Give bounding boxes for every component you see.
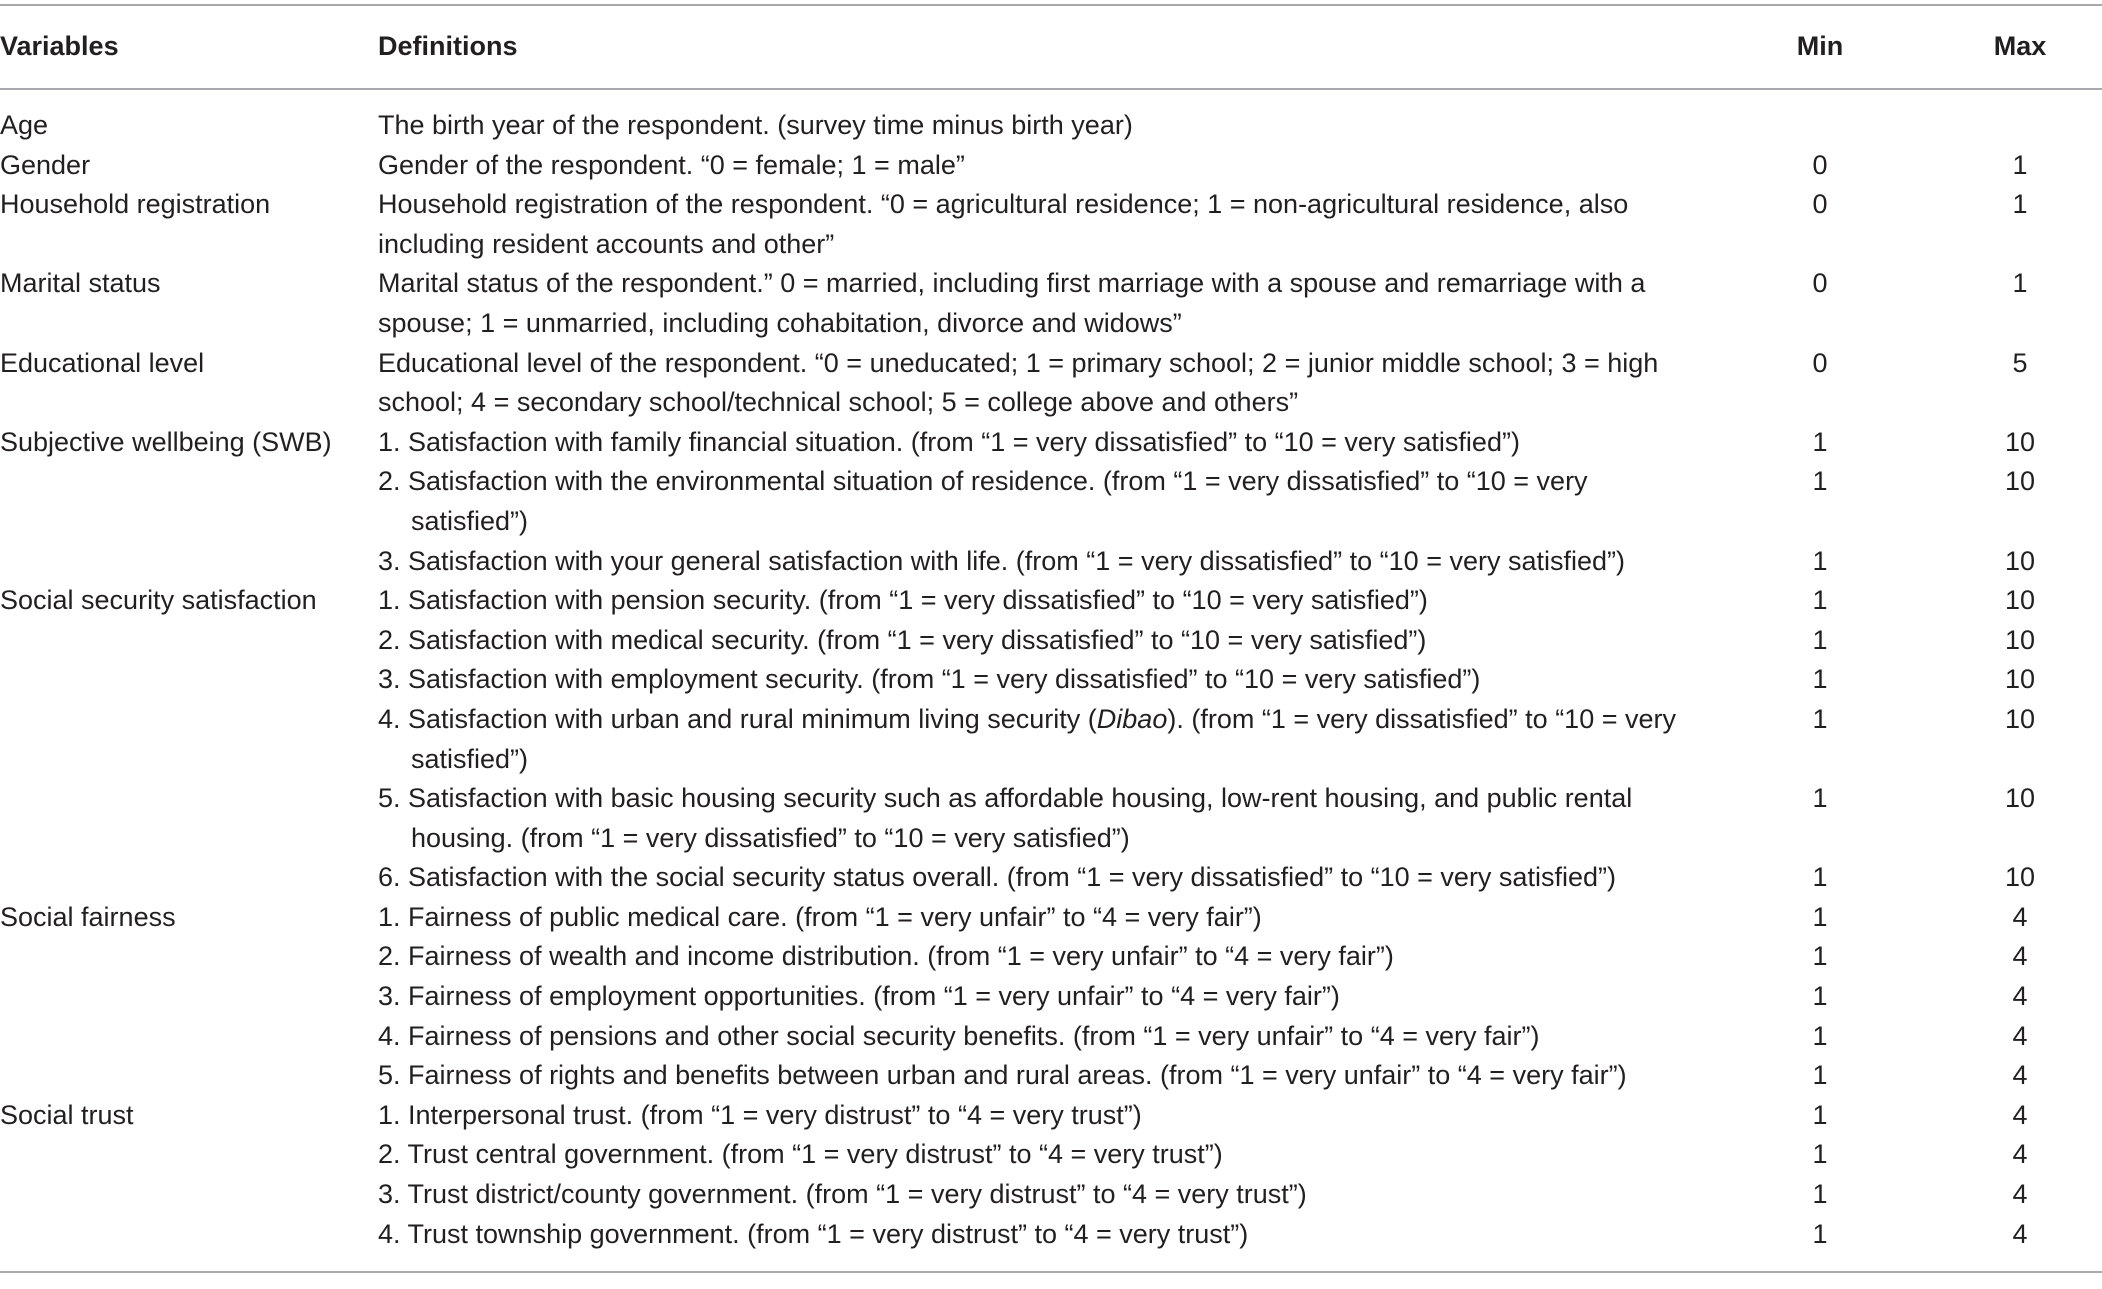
max-cell: 4	[2012, 1218, 2028, 1249]
definition-cell: 3. Satisfaction with your general satisfaction with life. (from “1 = very dissatisfied” to “10 = very satisfied”)	[378, 545, 1625, 576]
table-row	[0, 898, 2102, 938]
min-cell: 1	[1812, 426, 1828, 457]
max-cell: 10	[2004, 466, 2036, 497]
min-cell: 0	[1812, 268, 1828, 299]
max-cell: 4	[2012, 901, 2028, 932]
definition-cell: 2. Fairness of wealth and income distribution. (from “1 = very unfair” to “4 = very fair”)	[378, 941, 1394, 972]
table-row	[0, 1017, 2102, 1057]
definition-cell: 3. Fairness of employment opportunities. (from “1 = very unfair” to “4 = very fair”)	[378, 981, 1340, 1012]
max-cell: 10	[2004, 703, 2036, 734]
max-cell: 10	[2004, 545, 2036, 576]
table-row	[0, 344, 2102, 423]
table-bottom-rule	[0, 1271, 2102, 1273]
definition-cell: 5. Fairness of rights and benefits between urban and rural areas. (from “1 = very unfair” to “4 = very fair”)	[378, 1060, 1627, 1091]
table-row	[0, 621, 2102, 661]
header-variables: Variables	[0, 31, 119, 61]
definition-cell: 4. Satisfaction with urban and rural minimum living security (Dibao). (from “1 = very dissatisfied” to “10 = very satisfied”)	[378, 703, 1676, 774]
table-row	[0, 1135, 2102, 1175]
max-cell: 4	[2012, 1020, 2028, 1051]
variable-cell: Gender	[0, 149, 91, 180]
variable-cell: Social security satisfaction	[0, 585, 317, 616]
definition-cell: 1. Interpersonal trust. (from “1 = very distrust” to “4 = very trust”)	[378, 1099, 1142, 1130]
max-cell: 10	[2004, 783, 2036, 814]
max-cell: 4	[2012, 1060, 2028, 1091]
variable-cell: Social trust	[0, 1099, 134, 1130]
min-cell: 1	[1812, 624, 1828, 655]
definition-cell: The birth year of the respondent. (survey time minus birth year)	[378, 110, 1133, 140]
header-max: Max	[1993, 31, 2047, 61]
min-cell: 1	[1812, 981, 1828, 1012]
max-cell: 1	[2012, 268, 2028, 299]
definition-cell: 1. Fairness of public medical care. (from “1 = very unfair” to “4 = very fair”)	[378, 901, 1262, 932]
min-cell: 1	[1812, 1139, 1828, 1170]
definition-cell: 2. Satisfaction with medical security. (from “1 = very dissatisfied” to “10 = very satisfied”)	[378, 624, 1427, 655]
min-cell: 1	[1812, 1218, 1828, 1249]
variable-cell: Educational level	[0, 347, 205, 378]
max-cell: 10	[2004, 585, 2036, 616]
table-row	[0, 106, 2102, 146]
min-cell: 1	[1812, 1060, 1828, 1091]
definition-cell: 2. Satisfaction with the environmental situation of residence. (from “1 = very dissatisfied” to “10 = very satisfied”)	[378, 466, 1588, 536]
definition-cell: 1. Satisfaction with family financial situation. (from “1 = very dissatisfied” to “10 = very satisfied”)	[378, 426, 1520, 457]
max-cell: 1	[2012, 149, 2028, 180]
definition-cell: 2. Trust central government. (from “1 = very distrust” to “4 = very trust”)	[378, 1139, 1223, 1170]
table-row	[0, 146, 2102, 186]
variable-cell: Age	[0, 110, 49, 140]
min-cell: 0	[1812, 149, 1828, 180]
definition-cell: 1. Satisfaction with pension security. (from “1 = very dissatisfied” to “10 = very satisfied”)	[378, 585, 1428, 616]
table-row	[0, 1096, 2102, 1136]
variable-cell: Subjective wellbeing (SWB)	[0, 426, 332, 457]
table-header	[0, 24, 2102, 68]
table-top-rule	[0, 4, 2102, 6]
table-row	[0, 264, 2102, 343]
variable-cell: Marital status	[0, 268, 161, 299]
definition-cell: Household registration of the respondent. “0 = agricultural residence; 1 = non-agricultural residence, also including resident accounts and other”	[378, 189, 1629, 259]
max-cell: 10	[2004, 664, 2036, 695]
table-row	[0, 937, 2102, 977]
max-cell: 5	[2012, 347, 2028, 378]
definition-cell: Gender of the respondent. “0 = female; 1 = male”	[378, 149, 965, 180]
max-cell: 4	[2012, 981, 2028, 1012]
max-cell: 10	[2004, 624, 2036, 655]
variable-cell: Social fairness	[0, 901, 176, 932]
max-cell: 4	[2012, 1099, 2028, 1130]
table-row	[0, 542, 2102, 582]
table-row	[0, 581, 2102, 621]
min-cell: 1	[1812, 703, 1828, 734]
table-row	[0, 1056, 2102, 1096]
max-cell: 1	[2012, 189, 2028, 220]
header-definitions: Definitions	[378, 31, 518, 61]
min-cell: 0	[1812, 189, 1828, 220]
min-cell: 1	[1812, 664, 1828, 695]
definition-cell: 4. Fairness of pensions and other social security benefits. (from “1 = very unfair” to “4 = very fair”)	[378, 1020, 1540, 1051]
table-row	[0, 423, 2102, 463]
table-row	[0, 462, 2102, 541]
definition-cell: 3. Satisfaction with employment security. (from “1 = very dissatisfied” to “10 = very satisfied”)	[378, 664, 1481, 695]
min-cell: 1	[1812, 1179, 1828, 1210]
table-row	[0, 779, 2102, 858]
min-cell: 0	[1812, 347, 1828, 378]
definition-cell: 5. Satisfaction with basic housing security such as affordable housing, low-rent housing, and public rental housing. (from “1 = very dissatisfied” to “10 = very satisfied”)	[378, 783, 1633, 853]
table-row	[0, 1175, 2102, 1215]
table-body	[0, 106, 2102, 1254]
table-header-rule	[0, 88, 2102, 90]
definition-cell: Marital status of the respondent.” 0 = married, including first marriage with a spouse and remarriage with a spouse; 1 = unmarried, including cohabitation, divorce and widows”	[378, 268, 1646, 338]
table-row	[0, 185, 2102, 264]
min-cell: 1	[1812, 941, 1828, 972]
min-cell: 1	[1812, 466, 1828, 497]
definition-cell: Educational level of the respondent. “0 = uneducated; 1 = primary school; 2 = junior middle school; 3 = high school; 4 = secondary school/technical school; 5 = college above and others”	[378, 347, 1659, 418]
max-cell: 4	[2012, 941, 2028, 972]
dibao-term: Dibao	[1096, 703, 1168, 734]
min-cell: 1	[1812, 1020, 1828, 1051]
definition-cell: 6. Satisfaction with the social security status overall. (from “1 = very dissatisfied” to “10 = very satisfied”)	[378, 862, 1616, 893]
table-row	[0, 977, 2102, 1017]
table-row	[0, 700, 2102, 779]
max-cell: 4	[2012, 1139, 2028, 1170]
min-cell: 1	[1812, 862, 1828, 893]
max-cell: 10	[2004, 426, 2036, 457]
max-cell: 4	[2012, 1179, 2028, 1210]
min-cell: 1	[1812, 545, 1828, 576]
min-cell: 1	[1812, 901, 1828, 932]
definition-cell: 4. Trust township government. (from “1 = very distrust” to “4 = very trust”)	[378, 1218, 1249, 1249]
max-cell: 10	[2004, 862, 2036, 893]
min-cell: 1	[1812, 783, 1828, 814]
variable-cell: Household registration	[0, 189, 271, 220]
definition-cell: 3. Trust district/county government. (from “1 = very distrust” to “4 = very trust”)	[378, 1179, 1307, 1210]
table-row	[0, 858, 2102, 898]
header-min: Min	[1796, 31, 1844, 61]
min-cell: 1	[1812, 1099, 1828, 1130]
min-cell: 1	[1812, 585, 1828, 616]
table-row	[0, 1215, 2102, 1255]
table-row	[0, 660, 2102, 700]
